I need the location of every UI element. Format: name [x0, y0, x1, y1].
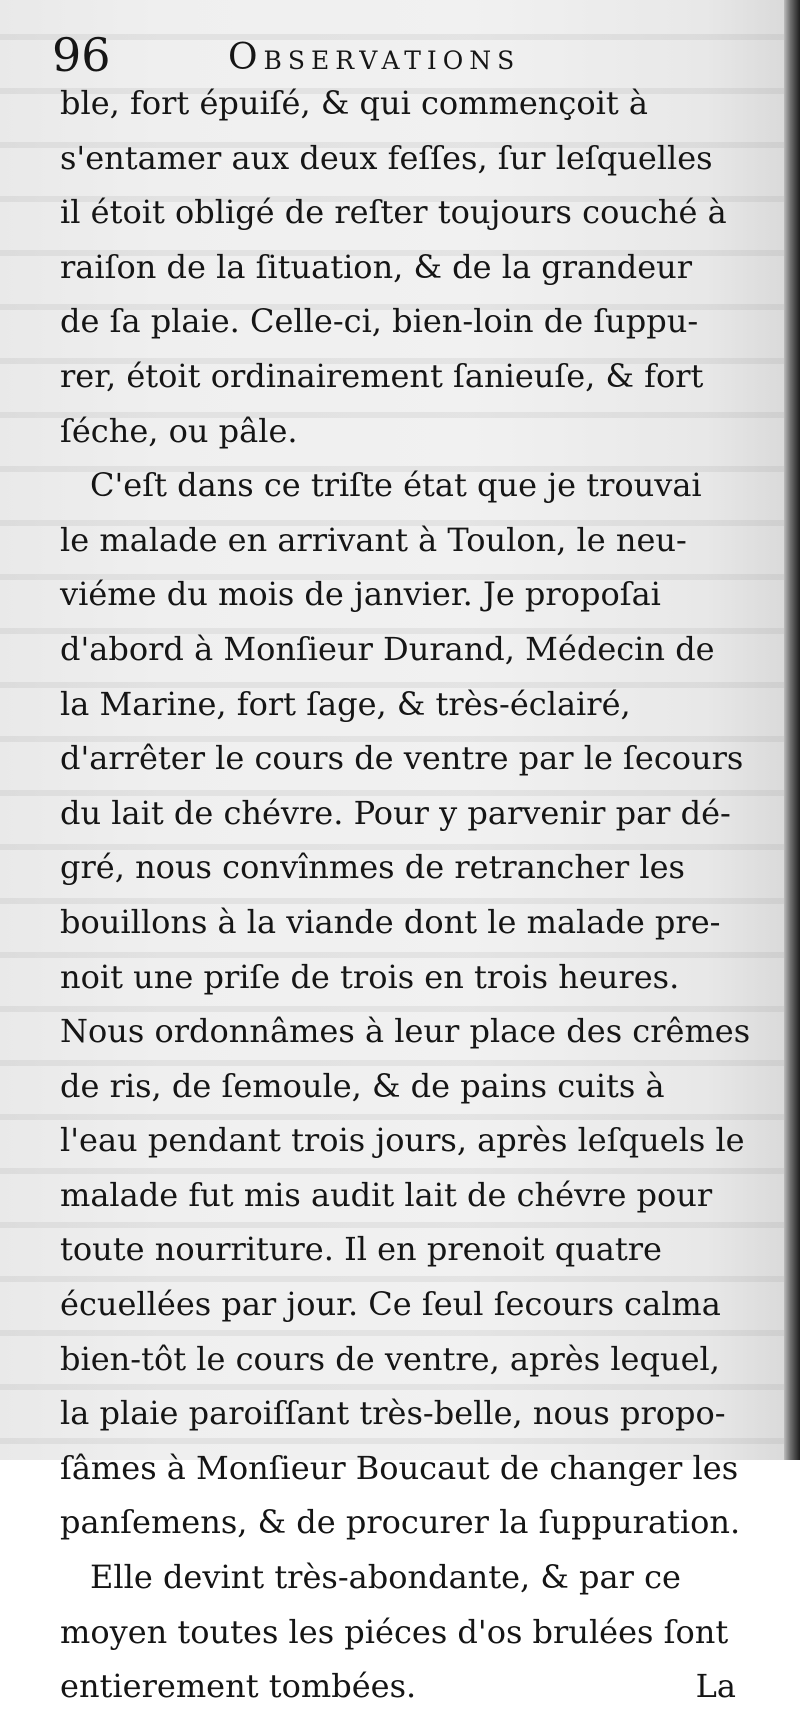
- text-line: bien-tôt le cours de ventre, après lequel,: [60, 1339, 720, 1378]
- text-line: toute nourriture. Il en prenoit quatre: [60, 1230, 662, 1269]
- text-line: rer, étoit ordinairement ſanieuſe, & fort: [60, 356, 704, 395]
- text-line: l'eau pendant trois jours, après leſquels le: [60, 1121, 745, 1160]
- text-line: s'entamer aux deux feſſes, ſur leſquelles: [60, 138, 713, 177]
- text-line: raiſon de la ſituation, & de la grandeur: [60, 247, 693, 286]
- body-text: [60, 76, 751, 1714]
- text-line: la plaie paroiſſant très-belle, nous propo-: [60, 1394, 726, 1433]
- text-line: entierement tombées.: [60, 1667, 417, 1706]
- text-line: de ſa plaie. Celle-ci, bien-loin de ſuppu-: [60, 302, 699, 341]
- text-line: viéme du mois de janvier. Je propoſai: [60, 575, 661, 614]
- text-line: le malade en arrivant à Toulon, le neu-: [60, 520, 687, 559]
- paragraph-start-line: C'eſt dans ce triſte état que je trouvai: [90, 466, 702, 505]
- page-number: 96: [52, 28, 111, 82]
- final-line: [60, 1659, 740, 1714]
- catchword: La: [695, 1667, 736, 1706]
- running-title: Observations: [228, 37, 521, 78]
- text-line: malade fut mis audit lait de chévre pour: [60, 1175, 713, 1214]
- paragraph-start-line: Elle devint très-abondante, & par ce: [90, 1558, 681, 1597]
- text-line: de ris, de ſemoule, & de pains cuits à: [60, 1066, 665, 1105]
- text-line: il étoit obligé de reſter toujours couché à: [60, 193, 727, 232]
- page-edge-shadow: [784, 0, 800, 1460]
- text-line: ſéche, ou pâle.: [60, 411, 298, 450]
- text-line: noit une priſe de trois en trois heures.: [60, 957, 680, 996]
- text-line: d'abord à Monſieur Durand, Médecin de: [60, 629, 715, 668]
- text-line: du lait de chévre. Pour y parvenir par dé-: [60, 793, 731, 832]
- text-line: la Marine, fort ſage, & très-éclairé,: [60, 684, 631, 723]
- text-line: bouillons à la viande dont le malade pre-: [60, 902, 721, 941]
- text-line: Nous ordonnâmes à leur place des crêmes: [60, 1012, 751, 1051]
- text-line: panſemens, & de procurer la ſuppuration.: [60, 1503, 741, 1542]
- text-line: écuellées par jour. Ce ſeul ſecours calma: [60, 1285, 721, 1324]
- text-line: d'arrêter le cours de ventre par le ſecours: [60, 739, 744, 778]
- text-line: ble, fort épuiſé, & qui commençoit à: [60, 84, 648, 122]
- text-line: gré, nous convînmes de retrancher les: [60, 848, 685, 887]
- text-line: ſâmes à Monſieur Boucaut de changer les: [60, 1448, 739, 1487]
- text-line: moyen toutes les piéces d'os brulées ſont: [60, 1612, 729, 1651]
